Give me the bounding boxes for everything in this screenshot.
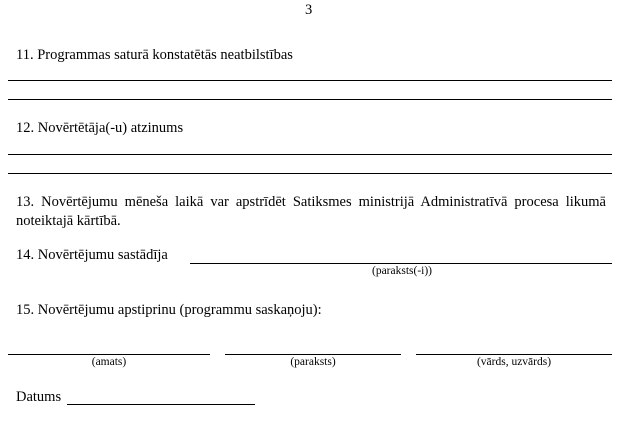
signature-line [225,354,401,355]
page-number: 3 [305,2,313,18]
item-15-label: 15. Novērtējumu apstiprinu (programmu saskaņoju): [16,302,322,318]
item-12-label: 12. Novērtētāja(-u) atzinums [16,120,184,136]
date-line [67,404,255,405]
item-12-line-1 [8,154,612,155]
position-line [8,354,210,355]
name-surname-line [416,354,612,355]
signature-caption: (paraksts) [290,356,336,368]
date-label: Datums [16,389,62,405]
item-13-text: 13. Novērtējumu mēneša laikā var apstrīdēt Satiksmes ministrijā Administratīvā procesa likumā noteiktajā kārtībā. [16,194,606,229]
position-caption: (amats) [91,356,127,368]
item-14-signature-line [190,263,612,264]
item-14-signature-caption: (paraksts(-i)) [371,265,433,277]
item-11-line-2 [8,99,612,100]
item-12-line-2 [8,173,612,174]
item-11-label: 11. Programmas saturā konstatētās neatbilstības [16,47,293,63]
item-14-label: 14. Novērtējumu sastādīja [16,247,168,263]
name-surname-caption: (vārds, uzvārds) [476,356,552,368]
item-11-line-1 [8,80,612,81]
